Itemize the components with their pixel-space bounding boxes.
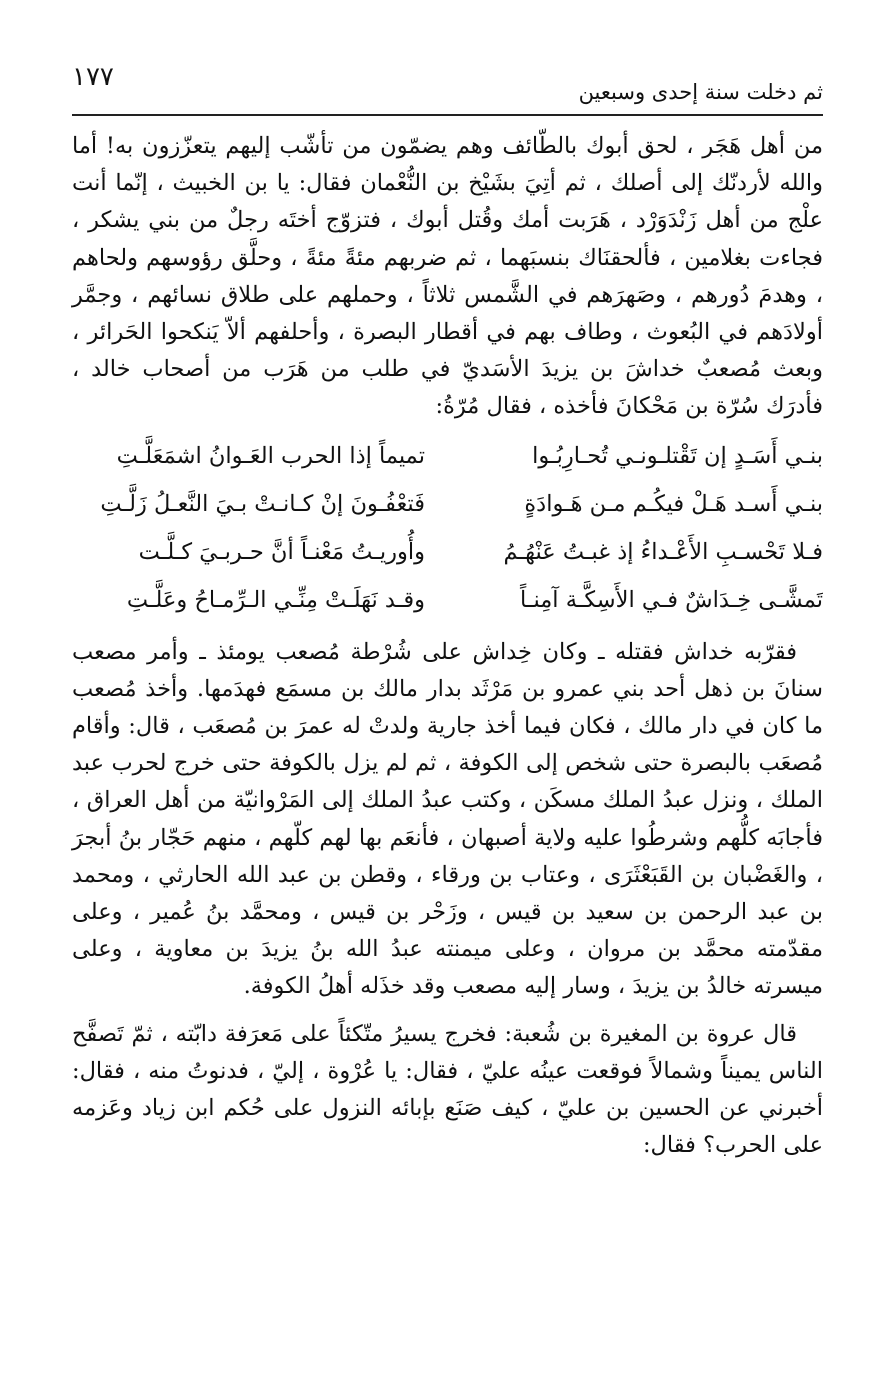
verse-first-hemistich: فـلا تَحْسـبِ الأَعْـداءُ إذ غبـتُ عَنْهُـمُ — [503, 538, 823, 565]
verse-second-hemistich: وقـد نَهَلَـتْ مِنِّـي الـرِّمـاحُ وعَلَّـتِ — [126, 586, 425, 613]
poem — [72, 432, 823, 624]
poem-verse — [72, 576, 823, 624]
page-header — [72, 58, 823, 116]
paragraph: من أهل هَجَر ، لحق أبوك بالطّائف وهم يضمّون من تأشّب إليهم يتعزّزون به! أما والله لأردنّك إلى أصلك ، ثم أتِيَ بشَيْخ بن النُّعْمان فقال: يا بن الخبيث ، إنّما أنت علْج من أهل زَنْدَوَرْد ، هَرَبت أمك وقُتل أبوك ، فتزوّج أختَه رجلٌ من بني يشكر ، فجاءت بغلامين ، فألحقنَاك بنسبَهما ، ثم ضربهم مئةً مئةً ، وحلَّق رؤوسهم ولحاهم ، وهدمَ دُورهم ، وصَهرَهم في الشَّمس ثلاثاً ، وحملهم على طلاق نسائهم ، وجمَّر أولادَهم في البُعوث ، وطاف بهم في أقطار البصرة ، وأحلفهم ألاّ يَنكحوا الحَرائر ، وبعث مُصعبٌ خداشَ بن يزيدَ الأسَديّ في طلب من هَرَب من أصحاب خالد ، فأدرَك سُرّة بن مَحْكانَ فأخذه ، فقال مُرّةُ: — [72, 133, 823, 420]
verse-second-hemistich: تميماً إذا الحرب العَـوانُ اشمَعَلَّـتِ — [116, 442, 425, 469]
poem-verse — [72, 432, 823, 480]
verse-first-hemistich: تَمشَّـى خِـدَاشٌ فـي الأَسِكَّـة آمِنـاً — [520, 586, 823, 613]
body-text — [72, 128, 823, 1164]
poem-verse — [72, 528, 823, 576]
page-number: ١٧٧ — [72, 62, 114, 92]
running-title: ثم دخلت سنة إحدى وسبعين — [578, 80, 823, 104]
paragraph: فقرّبه خداش فقتله ـ وكان خِداش على شُرْطة مُصعب يومئذ ـ وأمر مصعب سنانَ بن ذهل أحد بني عمرو بن مَرْثَد بدار مالك بن مسمَع فهدَمها. وأخذ مُصعب ما كان في دار مالك ، فكان فيما أخذ جارية ولدتْ له عمرَ بن مُصعَب ، قال: وأقام مُصعَب بالبصرة حتى شخص إلى الكوفة ، ثم لم يزل بالكوفة حتى خرج لحرب عبد الملك ، ونزل عبدُ الملك مسكَن ، وكتب عبدُ الملك إلى المَرْوانيّة من أهل العراق ، فأجابَه كلُّهم وشرطُوا عليه ولاية أصبهان ، فأنعَم بها لهم كلّهم ، منهم حَجّار بنُ أبجرَ ، والغَضْبان بن القَبَعْثَرَى ، وعتاب بن ورقاء ، وقطن بن عبد الله الحارثي ، ومحمد بن عبد الرحمن بن سعيد بن قيس ، وزَحْر بن قيس ، ومحمَّد بنُ عُمير ، وعلى مقدّمته محمَّد بن مروان ، وعلى ميمنته عبدُ الله بنُ يزيدَ بن معاوية ، وعلى ميسرته خالدُ بن يزيدَ ، وسار إليه مصعب وقد خذَله أهلُ الكوفة. — [72, 638, 823, 1000]
verse-first-hemistich: بنـي أَسَـدٍ إن تَقْتلـونـي تُحـارِبُـوا — [532, 442, 823, 469]
verse-second-hemistich: فَتعْفُـونَ إنْ كـانـتْ بـيَ النَّعـلُ زَلَّـتِ — [100, 490, 425, 517]
paragraph: قال عروة بن المغيرة بن شُعبة: فخرج يسيرُ متّكئاً على مَعرَفة دابّته ، ثمّ تَصفَّح الناس يميناً وشمالاً فوقعت عينُه عليّ ، فقال: يا عُرْوة ، إليّ ، فدنوتُ منه ، فقال: أخبرني عن الحسين بن عليّ ، كيف صَنَع بإبائه النزول على حُكم ابن زياد وعَزمه على الحرب؟ فقال: — [72, 1020, 823, 1159]
paragraph-spacer — [72, 1006, 823, 1016]
verse-second-hemistich: وأُوريـتُ مَعْنـاً أنَّ حـربـيَ كـلَّـت — [138, 538, 425, 565]
verse-first-hemistich: بنـي أَسـد هَـلْ فيكُـم مـن هَـوادَةٍ — [524, 490, 823, 517]
poem-verse — [72, 480, 823, 528]
